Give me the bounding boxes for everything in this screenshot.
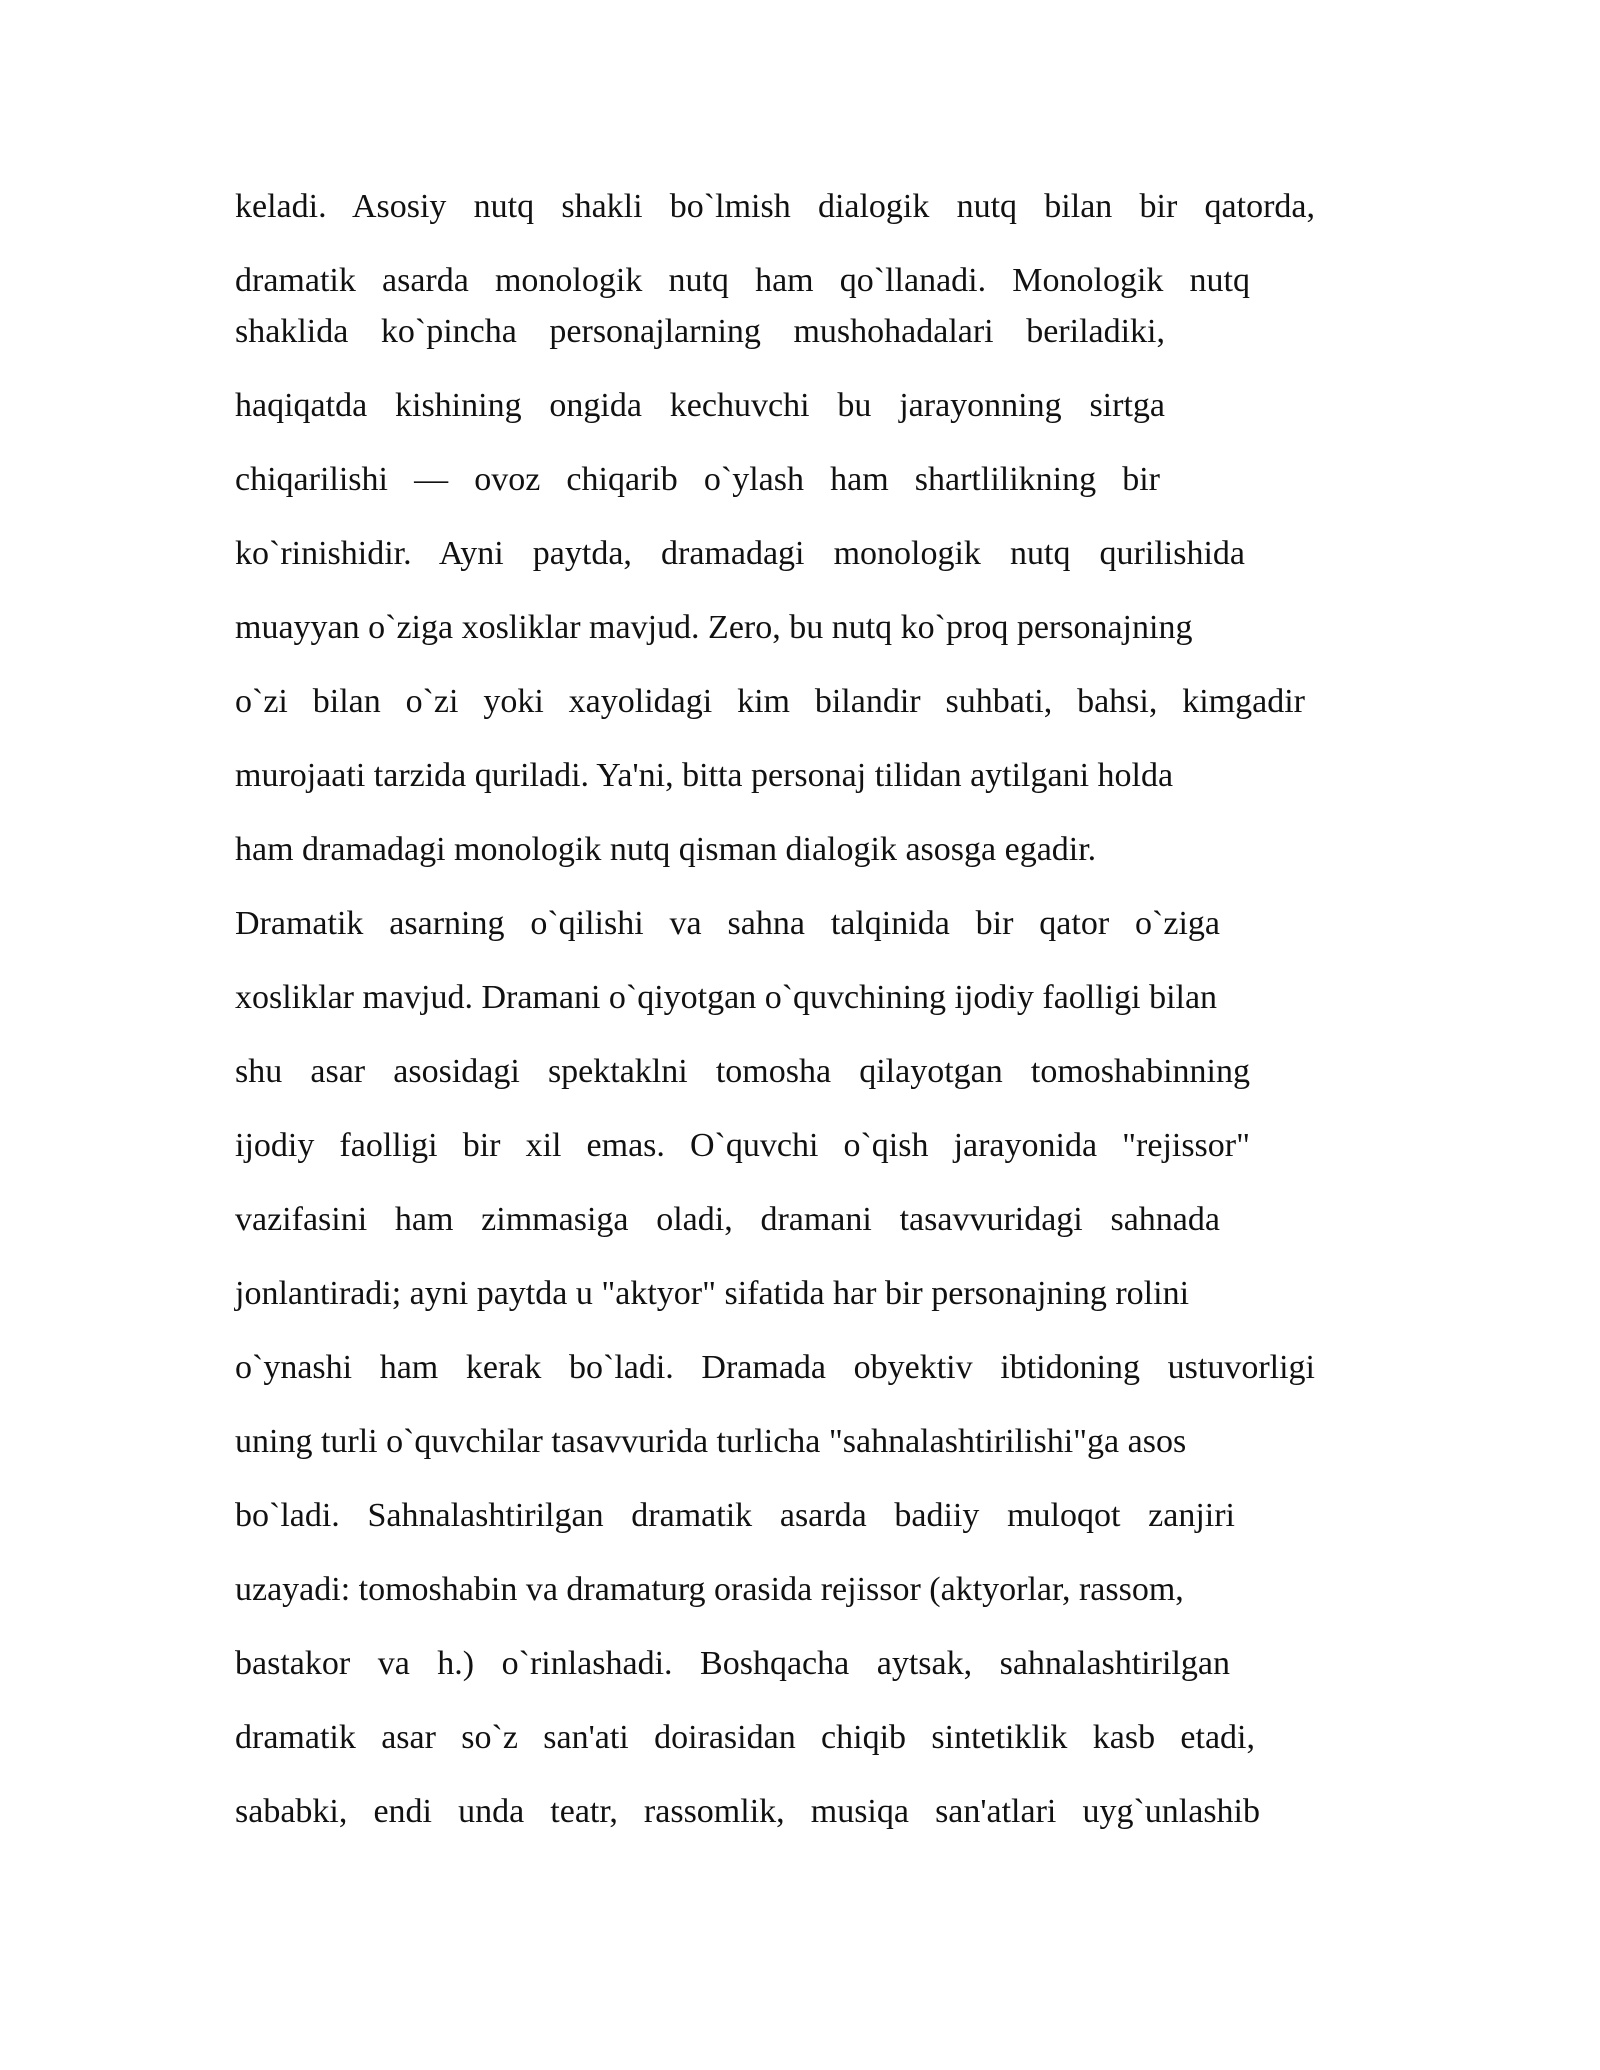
text-line: murojaati tarzida quriladi. Ya'ni, bitta personaj tilidan aytilgani holda	[235, 757, 1174, 794]
text-line: vazifasini ham zimmasiga oladi, dramani tasavvuridagi sahnada	[235, 1201, 1220, 1238]
text-line: o`ynashi ham kerak bo`ladi. Dramada obyektiv ibtidoning ustuvorligi	[235, 1349, 1315, 1386]
text-line: dramatik asar so`z san'ati doirasidan chiqib sintetiklik kasb etadi,	[235, 1719, 1255, 1756]
text-line: xosliklar mavjud. Dramani o`qiyotgan o`quvchining ijodiy faolligi bilan	[235, 979, 1218, 1016]
text-line: Dramatik asarning o`qilishi va sahna talqinida bir qator o`ziga	[235, 905, 1220, 942]
text-line: haqiqatda kishining ongida kechuvchi bu jarayonning sirtga	[235, 387, 1165, 424]
text-line: bastakor va h.) o`rinlashadi. Boshqacha aytsak, sahnalashtirilgan	[235, 1645, 1230, 1682]
text-line: sababki, endi unda teatr, rassomlik, musiqa san'atlari uyg`unlashib	[235, 1793, 1260, 1830]
text-line: shaklida ko`pincha personajlarning mushohadalari beriladiki,	[235, 313, 1165, 350]
text-line: keladi. Asosiy nutq shakli bo`lmish dialogik nutq bilan bir qatorda,	[235, 188, 1315, 225]
text-line: uzayadi: tomoshabin va dramaturg orasida rejissor (aktyorlar, rassom,	[235, 1571, 1184, 1608]
text-line: shu asar asosidagi spektaklni tomosha qilayotgan tomoshabinning	[235, 1053, 1250, 1090]
text-line: ham dramadagi monologik nutq qisman dialogik asosga egadir.	[235, 831, 1097, 868]
text-line: uning turli o`quvchilar tasavvurida turlicha "sahnalashtirilishi"ga asos	[235, 1423, 1187, 1460]
text-line: ijodiy faolligi bir xil emas. O`quvchi o`qish jarayonida "rejissor"	[235, 1127, 1250, 1164]
text-line: dramatik asarda monologik nutq ham qo`llanadi. Monologik nutq	[235, 262, 1250, 299]
text-line: ko`rinishidir. Ayni paytda, dramadagi monologik nutq qurilishida	[235, 535, 1245, 572]
text-line: bo`ladi. Sahnalashtirilgan dramatik asarda badiiy muloqot zanjiri	[235, 1497, 1235, 1534]
text-line: o`zi bilan o`zi yoki xayolidagi kim bilandir suhbati, bahsi, kimgadir	[235, 683, 1305, 720]
text-line: chiqarilishi — ovoz chiqarib o`ylash ham shartlilikning bir	[235, 461, 1160, 498]
text-line: muayyan o`ziga xosliklar mavjud. Zero, bu nutq ko`proq personajning	[235, 609, 1193, 646]
text-line: jonlantiradi; ayni paytda u "aktyor" sifatida har bir personajning rolini	[235, 1275, 1190, 1312]
